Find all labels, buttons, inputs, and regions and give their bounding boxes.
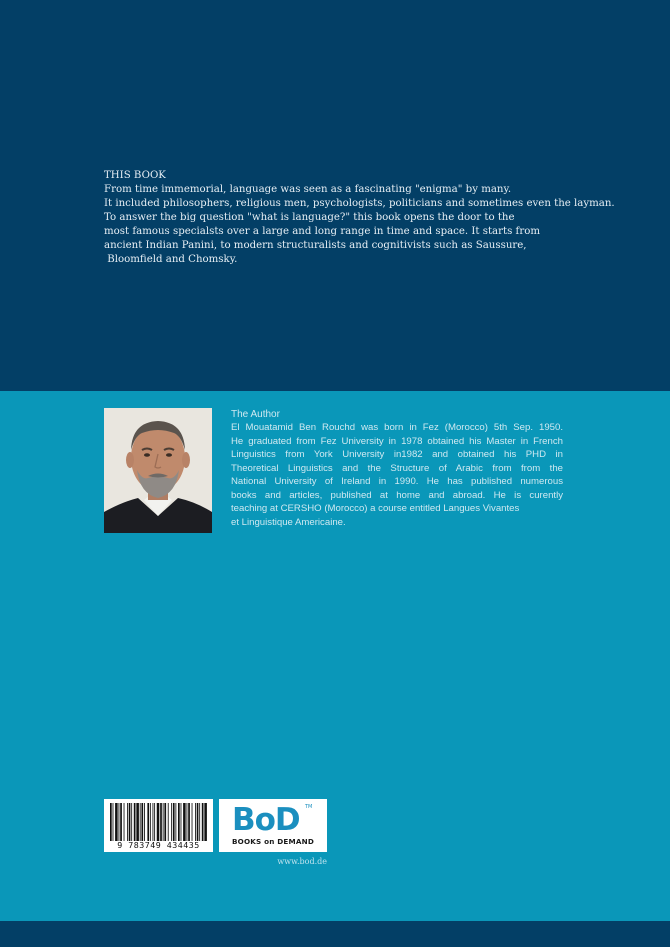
barcode-bar bbox=[144, 803, 145, 841]
blurb-line: ancient Indian Panini, to modern structuralists and cognitivists such as Saussure, bbox=[104, 240, 527, 251]
barcode-bar bbox=[178, 803, 180, 841]
barcode-bar bbox=[141, 803, 143, 841]
barcode-digits: 9 783749 434435 bbox=[117, 840, 200, 850]
barcode-bar bbox=[110, 803, 112, 841]
barcode-bar bbox=[157, 803, 160, 841]
barcode-bars bbox=[109, 803, 208, 841]
author-bio-line: teaching at CERSHO (Morocco) a course entitled Langues Vivantes bbox=[231, 503, 520, 514]
publisher-url[interactable]: www.bod.de bbox=[277, 857, 327, 866]
author-bio-line: Theoretical Linguistics and the Structure of Arabic from from the bbox=[231, 462, 563, 474]
barcode-bar bbox=[187, 803, 188, 841]
barcode-bar bbox=[115, 803, 118, 841]
author-bio-line: et Linguistique Americaine. bbox=[231, 516, 346, 528]
bottom-strip bbox=[0, 921, 670, 947]
barcode-bar bbox=[204, 803, 207, 841]
author-photo bbox=[104, 408, 212, 533]
author-bio-line: National University of Ireland in 1990. He has published numerous bbox=[231, 476, 563, 487]
barcode-bar bbox=[175, 803, 176, 841]
barcode-bar bbox=[171, 803, 172, 841]
barcode-bar bbox=[153, 803, 154, 841]
barcode-bar bbox=[150, 803, 151, 841]
barcode-bar bbox=[163, 803, 164, 841]
barcode-bar bbox=[113, 803, 114, 841]
barcode-bar bbox=[188, 803, 190, 841]
barcode-bar bbox=[124, 803, 125, 841]
isbn-barcode bbox=[104, 799, 213, 852]
blurb-line: most famous specialsts over a large and long range in time and space. It starts from bbox=[104, 226, 540, 237]
barcode-bar bbox=[195, 803, 196, 841]
barcode-bar bbox=[119, 803, 120, 841]
blurb-line: It included philosophers, religious men, psychologists, politicians and sometimes even the layman. bbox=[104, 198, 615, 209]
barcode-bar bbox=[164, 803, 166, 841]
barcode-bar bbox=[197, 803, 199, 841]
barcode-bar bbox=[181, 803, 182, 841]
author-bio-line: books and articles, published at home and abroad. He is curently bbox=[231, 489, 563, 501]
author-bio bbox=[231, 421, 563, 529]
blurb-line: To answer the big question "what is language?" this book opens the door to the bbox=[104, 212, 515, 223]
barcode-bar bbox=[173, 803, 175, 841]
blurb-heading: THIS BOOK bbox=[104, 170, 166, 181]
author-heading: The Author bbox=[231, 409, 280, 420]
barcode-bar bbox=[120, 803, 122, 841]
barcode-bar bbox=[131, 803, 132, 841]
book-blurb bbox=[104, 169, 615, 267]
barcode-bar bbox=[199, 803, 200, 841]
barcode-bar bbox=[192, 803, 193, 841]
barcode-bar bbox=[136, 803, 139, 841]
barcode-bar bbox=[127, 803, 128, 841]
barcode-bar bbox=[129, 803, 131, 841]
barcode-bar bbox=[134, 803, 136, 841]
author-portrait-illustration bbox=[104, 408, 212, 533]
bod-logo-tagline: BOOKS on DEMAND bbox=[231, 837, 315, 846]
bod-trademark: TM bbox=[305, 804, 313, 810]
blurb-line: Bloomfield and Chomsky. bbox=[104, 254, 238, 265]
barcode-bar bbox=[183, 803, 186, 841]
bod-logo-mark: BoD bbox=[232, 802, 300, 838]
barcode-bar bbox=[140, 803, 141, 841]
barcode-bar bbox=[160, 803, 162, 841]
publisher-logo bbox=[219, 799, 327, 852]
author-bio-line: He graduated from Fez University in 1978 obtained his Master in French bbox=[231, 435, 563, 447]
author-bio-line: El Mouatamid Ben Rouchd was born in Fez (Morocco) 5th Sep. 1950. bbox=[231, 422, 563, 433]
barcode-bar bbox=[154, 803, 155, 841]
barcode-bar bbox=[168, 803, 169, 841]
barcode-bar bbox=[147, 803, 149, 841]
blurb-line: From time immemorial, language was seen as a fascinating "enigma" by many. bbox=[104, 184, 512, 195]
author-bio-line: Linguistics from York University in1982 and obtained his PHD in bbox=[231, 449, 563, 460]
barcode-bar bbox=[202, 803, 204, 841]
